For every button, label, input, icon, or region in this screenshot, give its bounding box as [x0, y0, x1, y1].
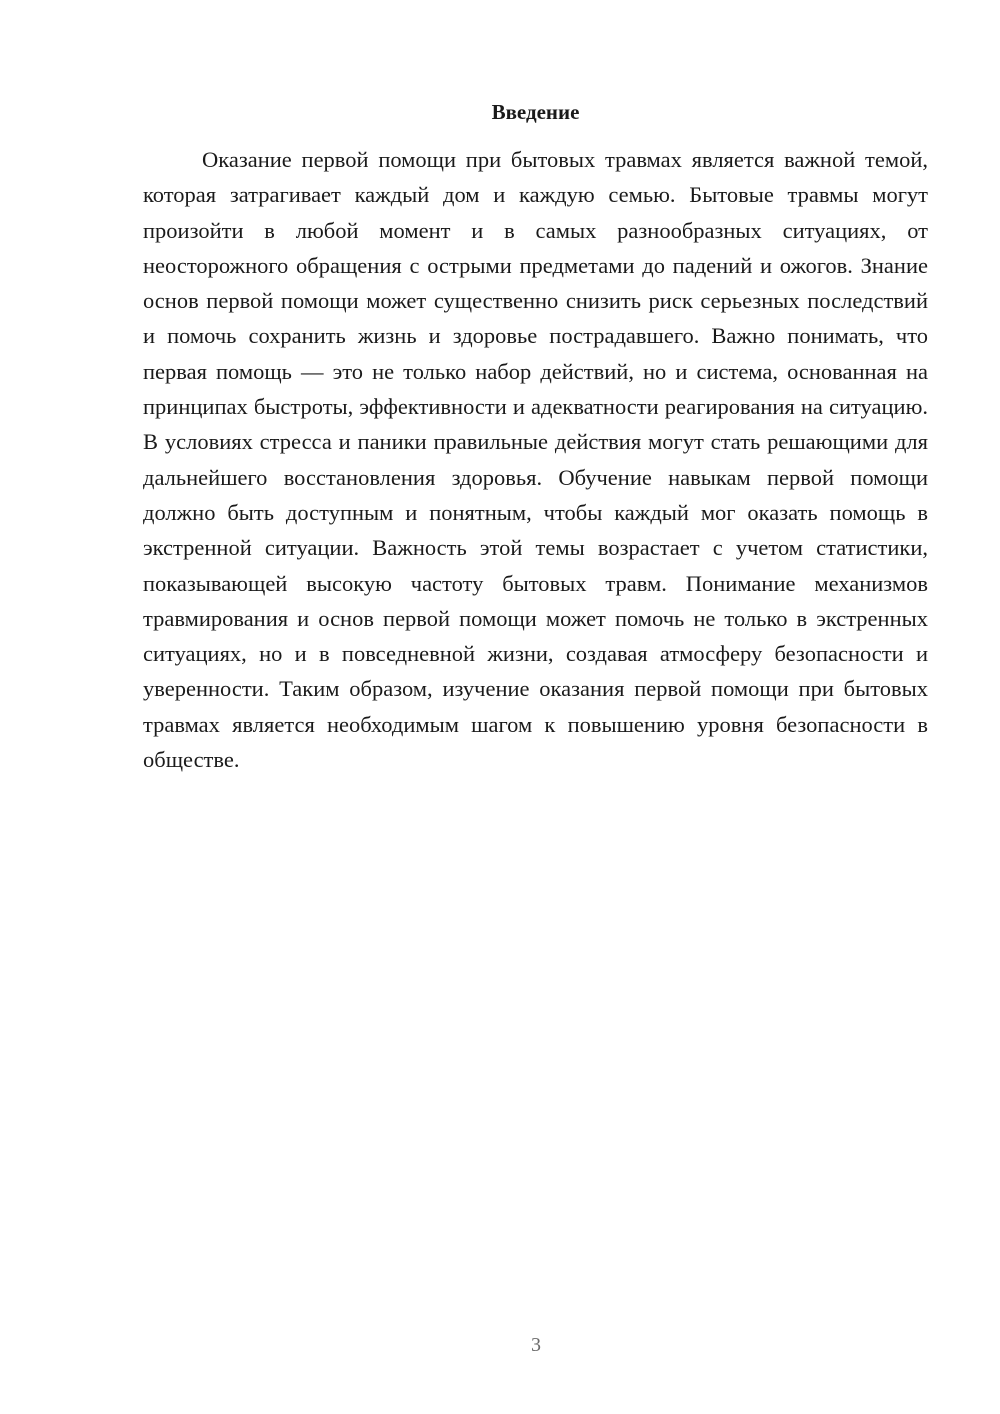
page-number: 3: [531, 1334, 541, 1356]
body-paragraph: Оказание первой помощи при бытовых травмах является важной темой, которая затрагивает каждый дом и каждую семью. Бытовые травмы могут произойти в любой момент и в самых разнообразных ситуациях, от неосторожного обращения с острыми предметами до падений и ожогов. Знание основ первой помощи может существенно снизить риск серьезных последствий и помочь сохранить жизнь и здоровье пострадавшего. Важно понимать, что первая помощь — это не только набор действий, но и система, основанная на принципах быстроты, эффективности и адекватности реагирования на ситуацию. В условиях стресса и паники правильные действия могут стать решающими для дальнейшего восстановления здоровья. Обучение навыкам первой помощи должно быть доступным и понятным, чтобы каждый мог оказать помощь в экстренной ситуации. Важность этой темы возрастает с учетом статистики, показывающей высокую частоту бытовых травм. Понимание механизмов травмирования и основ первой помощи может помочь не только в экстренных ситуациях, но и в повседневной жизни, создавая атмосферу безопасности и уверенности. Таким образом, изучение оказания первой помощи при бытовых травмах является необходимым шагом к повышению уровня безопасности в обществе.: [143, 147, 928, 773]
section-title: Введение: [491, 100, 580, 124]
